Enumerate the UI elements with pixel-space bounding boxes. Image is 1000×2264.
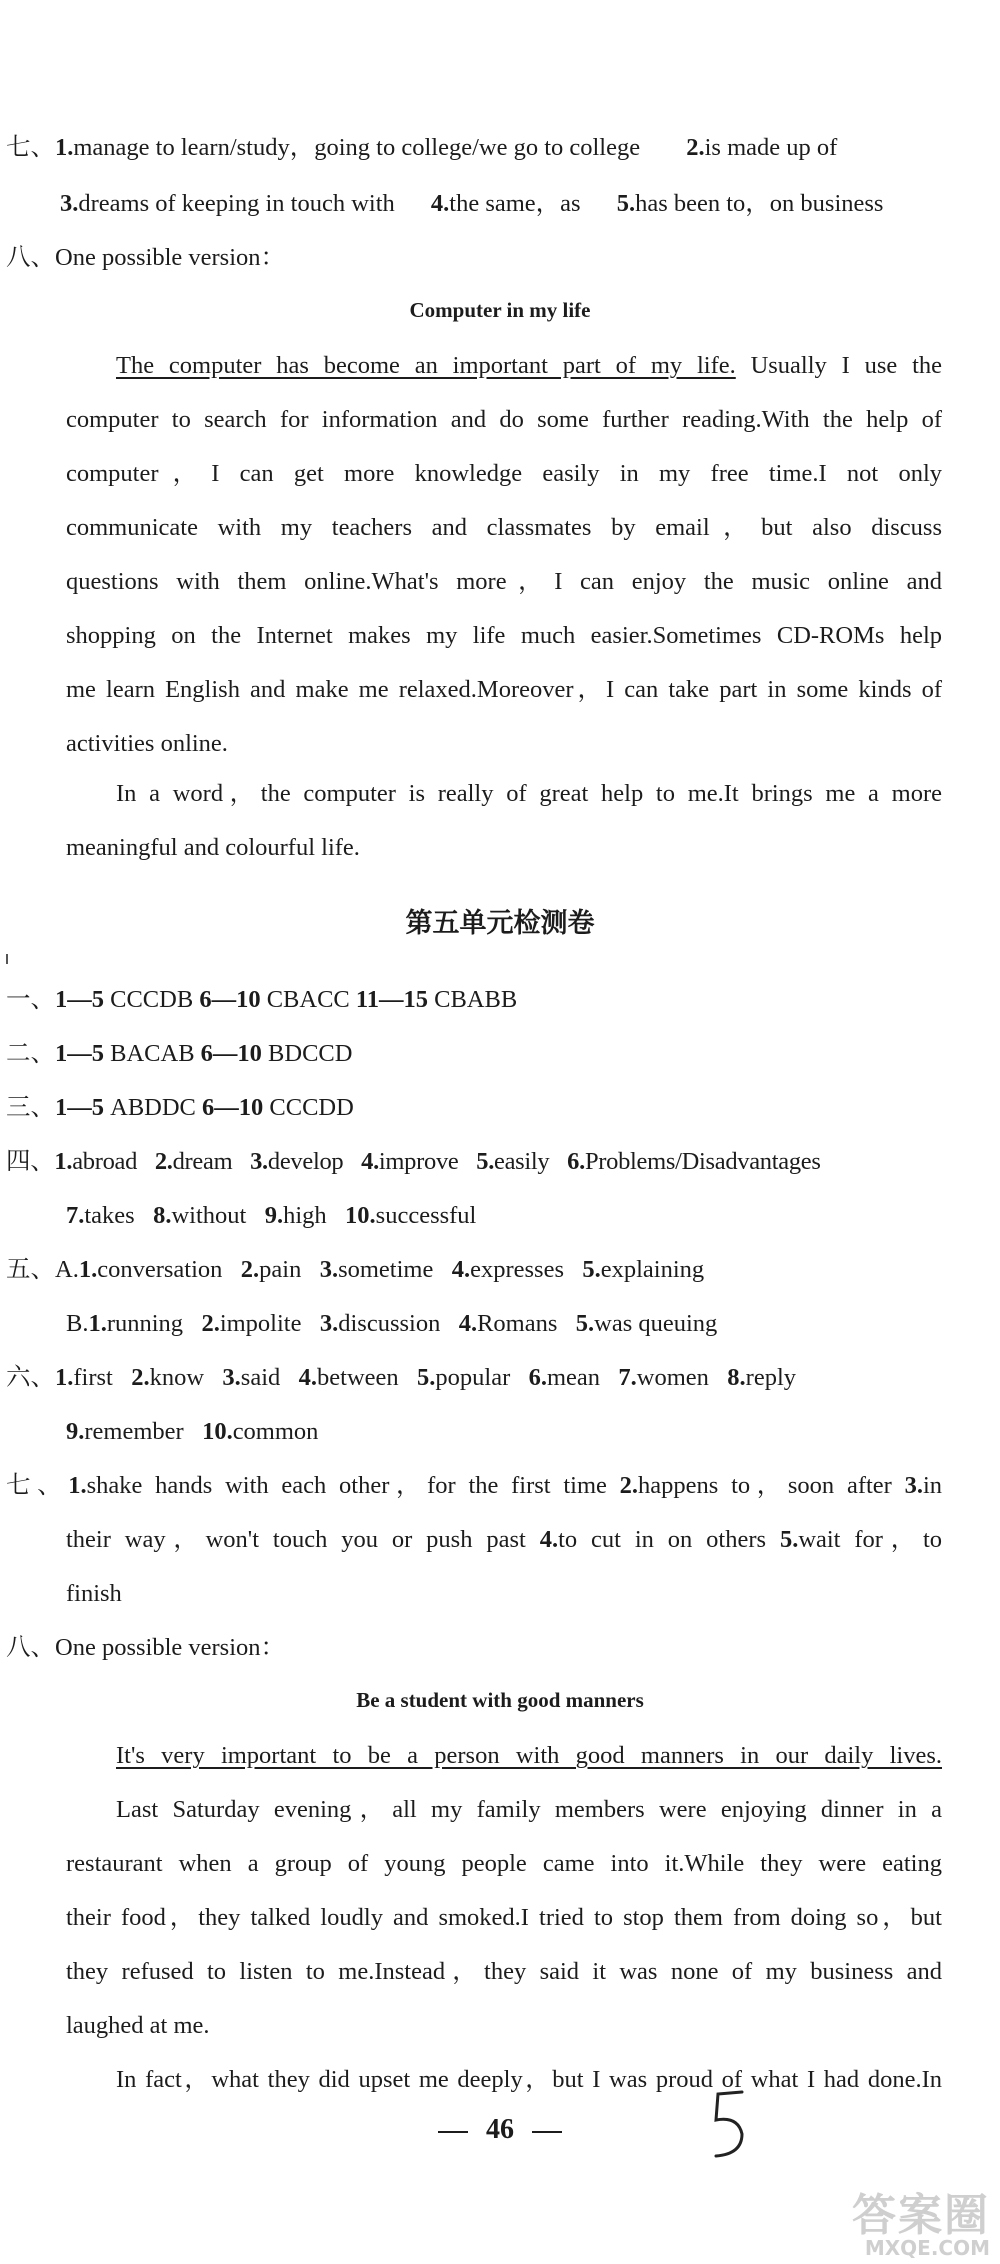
essay-line: computer，I can get more knowledge easily in my free time.I not only — [66, 460, 942, 487]
essay-line: In a word，the computer is really of great help to me.It brings me a more — [116, 780, 942, 807]
essay-line: questions with them online.What's more，I can enjoy the music online and — [66, 568, 942, 595]
essay-line: communicate with my teachers and classmates by email，but also discuss — [66, 514, 942, 541]
answer-line-q5b: B.1.running 2.impolite 3.discussion 4.Romans 5.was queuing — [66, 1310, 718, 1337]
essay-line: It's very important to be a person with good manners in our daily lives. — [116, 1742, 942, 1769]
answer-line-q7b: their way，won't touch you or push past 4.to cut in on others 5.wait for，to — [66, 1526, 943, 1553]
essay-line: meaningful and colourful life. — [66, 834, 360, 861]
q8-intro: 八、One possible version： — [6, 1634, 285, 1661]
answer-line-q5a: 五、A.1.conversation 2.pain 3.sometime 4.expresses 5.explaining — [6, 1256, 705, 1283]
answer-line-q2: 二、1—5 BACAB 6—10 BDCCD — [6, 1040, 353, 1067]
essay-line: The computer has become an important part of my life. Usually I use the — [116, 352, 942, 379]
answer-line-q7b: 3.dreams of keeping in touch with 4.the same，as 5.has been to，on business — [60, 190, 884, 217]
q8-intro: 八、One possible version： — [6, 244, 285, 271]
answer-line-q4b: 7.takes 8.without 9.high 10.successful — [66, 1202, 477, 1229]
answer-line-q7a: 七、1.manage to learn/study，going to college/we go to college 2.is made up of — [6, 134, 838, 161]
essay-line: computer to search for information and do some further reading.With the help of — [66, 406, 942, 433]
margin-tick — [6, 954, 8, 964]
essay-title: Be a student with good manners — [356, 1688, 644, 1712]
essay-line: Last Saturday evening，all my family members were enjoying dinner in a — [116, 1796, 942, 1823]
answer-line-q7a: 七、1.shake hands with each other，for the first time 2.happens to，soon after 3.in — [6, 1472, 943, 1499]
essay-line: In fact，what they did upset me deeply，but I was proud of what I had done.In — [116, 2066, 942, 2093]
answer-line-q3: 三、1—5 ABDDC 6—10 CCCDD — [6, 1094, 354, 1121]
answer-line-q1: 一、1—5 CCCDB 6—10 CBACC 11—15 CBABB — [6, 986, 518, 1013]
answer-line-q6a: 六、1.first 2.know 3.said 4.between 5.popular 6.mean 7.women 8.reply — [6, 1364, 797, 1391]
essay-line: laughed at me. — [66, 2012, 210, 2039]
essay-line: restaurant when a group of young people came into it.While they were eating — [66, 1850, 942, 1877]
essay-line: me learn English and make me relaxed.Moreover，I can take part in some kinds of — [66, 676, 942, 703]
handwritten-mark — [708, 2086, 752, 2162]
dash-right — [532, 2131, 562, 2133]
section-title: 第五单元检测卷 — [405, 908, 595, 939]
answer-line-q7c: finish — [66, 1580, 122, 1607]
dash-left — [438, 2131, 468, 2133]
watermark: 答案圈 MXQE.COM — [852, 2190, 990, 2260]
essay-line: their food，they talked loudly and smoked.I tried to stop them from doing so，but — [66, 1904, 942, 1931]
answer-line-q4a: 四、1.abroad 2.dream 3.develop 4.improve 5.easily 6.Problems/Disadvantages — [6, 1148, 821, 1175]
essay-title: Computer in my life — [409, 298, 591, 322]
essay-line: shopping on the Internet makes my life much easier.Sometimes CD-ROMs help — [66, 622, 942, 649]
essay-line: they refused to listen to me.Instead，they said it was none of my business and — [66, 1958, 942, 1985]
page-number: 46 — [0, 2116, 1000, 2144]
answer-line-q6b: 9.remember 10.common — [66, 1418, 319, 1445]
essay-line: activities online. — [66, 730, 228, 757]
